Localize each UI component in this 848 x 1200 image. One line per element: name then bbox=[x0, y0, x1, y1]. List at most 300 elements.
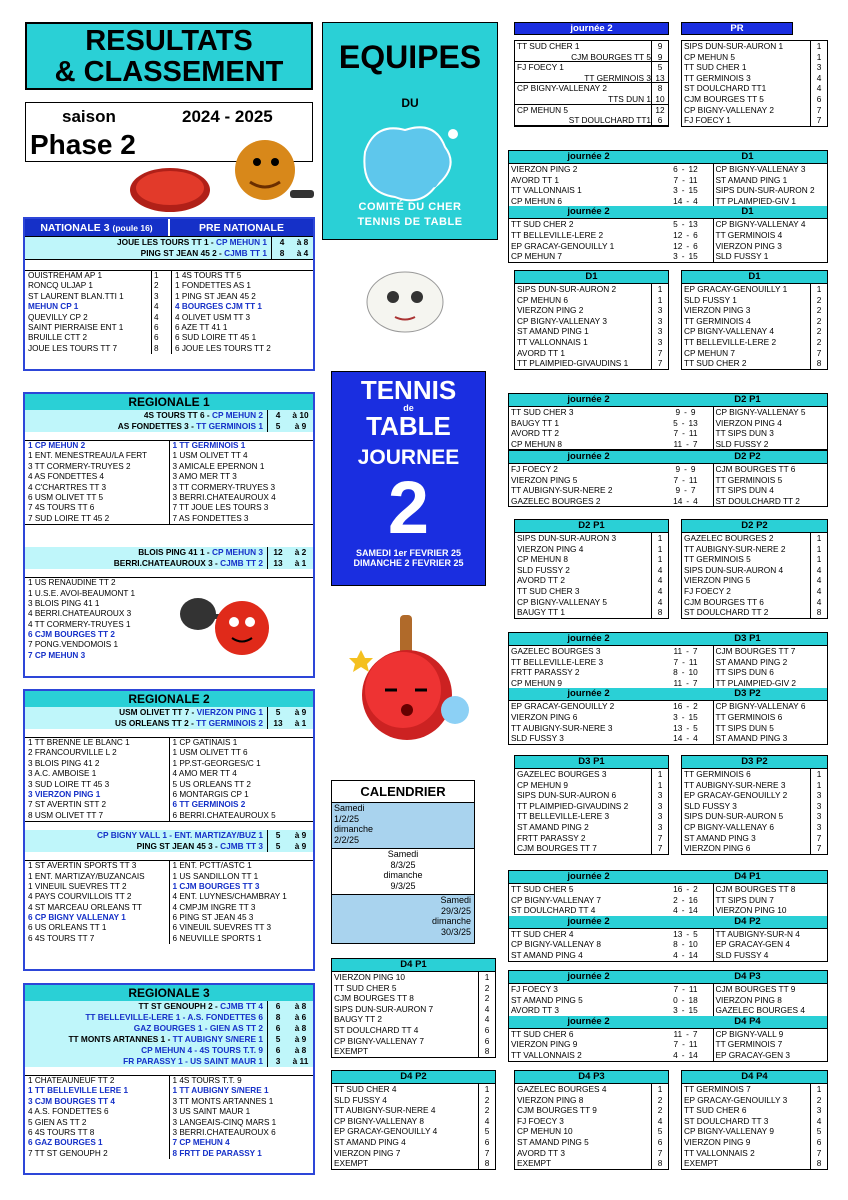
nationale3-header bbox=[25, 219, 170, 236]
score-home: 8 bbox=[673, 939, 678, 950]
home-team: USM OLIVET TT 7 - bbox=[119, 707, 197, 717]
cartoon-face-illustration bbox=[355, 262, 455, 342]
rank-value: 8 bbox=[810, 607, 827, 618]
home-team: TT SUD CHER 3 bbox=[511, 407, 574, 417]
standing-row bbox=[332, 1105, 495, 1116]
standing-row: 4 CMPJM INGRE TT 3 bbox=[172, 902, 256, 912]
score-home: 6 bbox=[673, 164, 678, 174]
standing-row bbox=[332, 1046, 495, 1057]
team-name: TT GERMINOIS 4 bbox=[684, 315, 751, 326]
match-score bbox=[658, 251, 712, 262]
standing-row: 3 AMO MER TT 3 bbox=[172, 472, 237, 482]
match-row bbox=[509, 950, 827, 961]
regionale2-poule-d bbox=[169, 861, 314, 944]
team-name: CJM BOURGES TT 6 bbox=[684, 596, 764, 607]
regionale2-poule-b bbox=[169, 738, 314, 821]
rank-value: 7 bbox=[810, 348, 827, 359]
score-away: 2 bbox=[693, 701, 698, 712]
d4-poule-3 bbox=[508, 970, 828, 1062]
team-name: SIPS DUN-SUR-AURON 4 bbox=[684, 564, 784, 575]
team-name: GAZELEC BOURGES 3 bbox=[517, 769, 607, 779]
score-sep: - bbox=[681, 667, 685, 678]
match-score bbox=[658, 185, 712, 196]
division-label: D4 P3 bbox=[734, 971, 761, 982]
score-home: 5 bbox=[267, 830, 288, 841]
standing-row bbox=[682, 801, 827, 812]
standing-row: 5 GIEN AS TT 2 bbox=[28, 1117, 87, 1127]
score-home: 7 bbox=[673, 656, 679, 667]
rank-value: 4 bbox=[651, 565, 668, 576]
standing-row bbox=[682, 41, 827, 52]
team-name: CP BIGNY-VALLENAY 6 bbox=[684, 821, 774, 832]
d4-header: D4 P4 bbox=[682, 1071, 827, 1084]
rank-value: 1 bbox=[651, 295, 668, 306]
score-sep: - bbox=[681, 417, 685, 428]
team-name: EXEMPT bbox=[334, 1046, 369, 1057]
score-sep: - bbox=[684, 407, 687, 417]
score-home: 4 bbox=[673, 949, 678, 960]
rank-value: 1 bbox=[810, 52, 827, 63]
logo-text1: COMITÉ DU CHER bbox=[358, 201, 462, 213]
score-away: 16 bbox=[688, 894, 698, 905]
standing-row: 6 PING ST JEAN 45 3 bbox=[172, 913, 254, 923]
d1-header bbox=[509, 206, 827, 219]
saison-years: 2024 - 2025 bbox=[182, 107, 273, 126]
calendar-day: dimanche bbox=[383, 870, 423, 880]
away-team: TT SIPS DUN 6 bbox=[713, 667, 828, 678]
rank-value: 3 bbox=[810, 62, 827, 73]
d2-header bbox=[509, 394, 827, 407]
score-sep: - bbox=[681, 219, 685, 230]
away-team: EP GRACAY-GEN 3 bbox=[713, 1050, 828, 1061]
nationale-matches bbox=[25, 237, 313, 260]
score-away: à 11 bbox=[292, 1056, 309, 1066]
rank-value: 8 bbox=[651, 1158, 668, 1169]
score-away: à 1 bbox=[294, 718, 307, 728]
standing-row bbox=[682, 1137, 827, 1148]
match-row bbox=[509, 496, 827, 507]
team-name: SIPS DUN-SUR-AURON 1 bbox=[684, 41, 784, 51]
d3-poule-1 bbox=[508, 632, 828, 745]
score-sep: - bbox=[682, 474, 685, 485]
score-home: 6 bbox=[267, 1045, 288, 1056]
journee-label: journée 2 bbox=[567, 915, 610, 927]
standing-row: 3 SUD LOIRE TT 45 3 bbox=[28, 779, 110, 789]
match-row bbox=[509, 895, 827, 906]
rank-value: 4 bbox=[478, 1014, 495, 1025]
score-away: à 8 bbox=[294, 1001, 307, 1011]
score-home: 7 bbox=[673, 1039, 679, 1050]
calendar-date: 2/2/25 bbox=[334, 834, 360, 845]
home-team: PING ST JEAN 45 2 - bbox=[140, 248, 225, 258]
team-name: SIPS DUN-SUR-AURON 6 bbox=[517, 790, 617, 801]
match-row bbox=[509, 657, 827, 668]
score-away: 7 bbox=[692, 438, 698, 449]
score-away: 15 bbox=[688, 711, 698, 722]
match-score bbox=[658, 196, 712, 207]
journee-number: 2 bbox=[387, 466, 430, 549]
away-team: CJMB TT 2 bbox=[220, 558, 263, 569]
standing-row bbox=[682, 1105, 827, 1116]
score-home: 16 bbox=[673, 884, 683, 894]
match-row bbox=[509, 475, 827, 486]
away-team: CJM BOURGES TT 7 bbox=[713, 646, 828, 657]
score-home: 12 bbox=[267, 547, 288, 558]
rank-value: 3 bbox=[651, 326, 668, 337]
match-row bbox=[509, 428, 827, 439]
team-name: CP BIGNY-VALLENAY 9 bbox=[684, 1126, 774, 1137]
team-name: VIERZON PING 3 bbox=[684, 305, 751, 316]
home-team: AS FONDETTES 3 - bbox=[117, 421, 197, 431]
rank-cell: 4 bbox=[154, 302, 159, 312]
rank-value: 7 bbox=[651, 843, 668, 854]
score-sep: - bbox=[682, 656, 685, 667]
match-score bbox=[658, 1039, 712, 1050]
cartoon-dizzy-ball-illustration bbox=[345, 610, 475, 755]
match-row bbox=[509, 646, 827, 657]
match-row bbox=[515, 62, 668, 73]
standing-row: 3 VIERZON PING 1 bbox=[28, 789, 101, 799]
match-row bbox=[509, 230, 827, 241]
home-team: TT AUBIGNY-SUR-NERE 2 bbox=[511, 485, 613, 496]
team-name: CP BIGNY-VALLENAY 8 bbox=[334, 1115, 424, 1126]
standing-row bbox=[682, 284, 827, 295]
division-label: D4 P2 bbox=[734, 915, 761, 927]
match-row bbox=[509, 1005, 827, 1016]
team-name: AVORD TT 2 bbox=[517, 575, 565, 586]
team-name: TT BELLEVILLE-LERE 2 bbox=[684, 336, 777, 347]
standing-row: 6 CJM BOURGES TT 2 bbox=[28, 630, 115, 640]
score-sep: - bbox=[686, 701, 690, 712]
standing-row bbox=[332, 1137, 495, 1148]
home-team: TT ST GENOUPH 2 - bbox=[138, 1001, 221, 1011]
standing-row bbox=[515, 833, 668, 844]
rank-cell: 1 bbox=[154, 271, 159, 280]
rank-value: 2 bbox=[810, 337, 827, 348]
home-team: BLOIS PING 41 1 - bbox=[138, 547, 212, 558]
rank-value: 1 bbox=[810, 769, 827, 780]
d4-poule-1 bbox=[508, 870, 828, 962]
score-sep: - bbox=[681, 1005, 685, 1016]
standing-row: 6 US ORLEANS TT 1 bbox=[28, 923, 107, 933]
standing-row: 6 NEUVILLE SPORTS 1 bbox=[172, 933, 262, 943]
match-row bbox=[509, 439, 827, 450]
rank-cell: 6 bbox=[154, 333, 159, 343]
standing-row bbox=[332, 1116, 495, 1127]
match-score bbox=[658, 418, 712, 429]
score-away: 10 bbox=[688, 939, 698, 950]
standing-row bbox=[682, 1126, 827, 1137]
team-name: VIERZON PING 4 bbox=[517, 543, 584, 554]
score-sep: - bbox=[681, 905, 685, 916]
score-away: 4 bbox=[693, 195, 698, 206]
match-row bbox=[509, 164, 827, 175]
rank-value: 1 bbox=[810, 544, 827, 555]
standing-row: 3 BLOIS PING 41 1 bbox=[28, 598, 100, 608]
away-team: SLD FUSSY 2 bbox=[713, 439, 828, 450]
score-away: 5 bbox=[693, 928, 698, 939]
standing-row bbox=[515, 1095, 668, 1106]
score-away: 11 bbox=[688, 428, 698, 439]
division-label: D3 P2 bbox=[734, 688, 761, 700]
away-team: SIPS DUN-SUR-AURON 2 bbox=[713, 185, 828, 196]
standing-row bbox=[682, 822, 827, 833]
score-home: 3 bbox=[673, 1005, 678, 1016]
standing-row: 7 TT ST GENOUPH 2 bbox=[28, 1148, 108, 1158]
home-team: ST DOULCHARD TT 4 bbox=[511, 905, 596, 916]
score: 12 bbox=[651, 105, 668, 116]
standing-row: 1 US SANDILLON TT 1 bbox=[172, 871, 259, 881]
standing-row bbox=[682, 358, 827, 369]
regionale2-standings bbox=[25, 737, 313, 822]
away-team: VIERZON PING 3 bbox=[713, 241, 828, 252]
score-sep: - bbox=[686, 884, 690, 894]
score-sep: - bbox=[681, 994, 685, 1005]
match-row bbox=[509, 995, 827, 1006]
rank-value: 6 bbox=[651, 1137, 668, 1148]
score-sep: - bbox=[686, 240, 690, 251]
rank-value: 1 bbox=[478, 1084, 495, 1095]
rank-value: 8 bbox=[810, 1158, 827, 1169]
standing-row bbox=[682, 316, 827, 327]
regionale3-box bbox=[23, 983, 315, 1175]
standing-row bbox=[515, 811, 668, 822]
pr-standings bbox=[681, 40, 828, 127]
standing-row: 3 TT CORMERY-TRUYES 3 bbox=[172, 482, 276, 492]
away-team: VIERZON PING 1 bbox=[196, 707, 263, 717]
rank-cell: 4 bbox=[154, 312, 159, 322]
team-name: TT GERMINOIS 6 bbox=[684, 769, 751, 779]
standing-row bbox=[332, 972, 495, 983]
rank-value: 4 bbox=[810, 597, 827, 608]
rank-value: 3 bbox=[651, 305, 668, 316]
home-team: ST AMAND PING 4 bbox=[511, 949, 583, 960]
rank-value: 1 bbox=[651, 533, 668, 544]
standing-row: QUEVILLY CP 2 bbox=[28, 312, 88, 322]
phase-title: Phase 2 bbox=[30, 129, 136, 160]
match-teams bbox=[25, 830, 267, 841]
standing-row bbox=[682, 597, 827, 608]
d4-header bbox=[509, 1016, 827, 1029]
score-away: 11 bbox=[688, 984, 698, 994]
home-team: PING ST JEAN 45 3 - bbox=[136, 841, 221, 852]
home-team: TT SUD CHER 6 bbox=[511, 1028, 574, 1039]
standing-row bbox=[515, 790, 668, 801]
score-home: 4 bbox=[673, 905, 678, 916]
match-score bbox=[658, 164, 712, 175]
standing-row: 3 AMICALE EPERNON 1 bbox=[172, 461, 265, 471]
standing-row: 6 AZE TT 41 1 bbox=[175, 322, 228, 332]
team-name: CJM BOURGES TT 5 bbox=[684, 93, 764, 104]
away-team: TT SIPS DUN 5 bbox=[713, 723, 828, 734]
score-home: 11 bbox=[673, 646, 683, 656]
rank-value: 3 bbox=[651, 337, 668, 348]
calendar-day: Samedi bbox=[440, 895, 471, 905]
rank-value: 4 bbox=[810, 586, 827, 597]
team-name: TT SUD CHER 6 bbox=[684, 1105, 747, 1116]
standing-row: 1 USM OLIVET TT 6 bbox=[172, 748, 248, 758]
standing-row bbox=[682, 554, 827, 565]
division-label: D2 P1 bbox=[734, 394, 761, 405]
standing-row: 7 PONG.VENDOMOIS 1 bbox=[28, 640, 119, 650]
standing-row: RONCQ ULJAP 1 bbox=[28, 281, 93, 291]
prenationale-standings bbox=[171, 271, 313, 354]
score: 10 bbox=[651, 94, 668, 104]
score-home: 9 bbox=[675, 464, 681, 474]
score-sep: - bbox=[684, 464, 687, 474]
calendar-date: 29/3/25 bbox=[440, 905, 471, 916]
match-score bbox=[658, 439, 712, 450]
rank-value: 1 bbox=[651, 1084, 668, 1095]
standing-row bbox=[515, 284, 668, 295]
match-score bbox=[658, 905, 712, 916]
team-name: SLD FUSSY 1 bbox=[684, 294, 737, 305]
score-away: 7 bbox=[692, 1028, 698, 1039]
score-sep: - bbox=[686, 928, 690, 939]
home-team: FR PARASSY 1 - bbox=[123, 1056, 191, 1066]
rank-value: 2 bbox=[651, 1095, 668, 1106]
standing-row bbox=[682, 769, 827, 780]
score-home: 13 bbox=[673, 722, 683, 733]
rank-value: 3 bbox=[651, 811, 668, 822]
standing-row bbox=[682, 295, 827, 306]
title-line2: & CLASSEMENT bbox=[54, 56, 284, 88]
score-home: 0 bbox=[673, 994, 678, 1005]
score-home: 14 bbox=[673, 495, 683, 506]
match-score bbox=[658, 950, 712, 961]
away-team: SLD FUSSY 4 bbox=[713, 950, 828, 961]
standing-row: 1 US RENAUDINE TT 2 bbox=[28, 578, 116, 588]
standing-row: OUISTREHAM AP 1 bbox=[28, 271, 103, 280]
saison-label: saison bbox=[62, 107, 116, 126]
home-team: TT AUBIGNY-SUR-NERE 3 bbox=[511, 722, 613, 733]
rank-value: 7 bbox=[810, 1148, 827, 1159]
score-home: 7 bbox=[673, 428, 679, 439]
rank-value: 3 bbox=[810, 801, 827, 812]
regionale2-box bbox=[23, 689, 315, 971]
standing-row: 4 AMO MER TT 4 bbox=[172, 769, 237, 779]
score: 5 bbox=[651, 62, 668, 73]
team-name: ST AMAND PING 2 bbox=[517, 821, 589, 832]
score-home: 6 bbox=[267, 1001, 288, 1012]
d3-header: D3 P1 bbox=[515, 756, 668, 769]
standing-row bbox=[515, 607, 668, 618]
score-away: à 8 bbox=[294, 1045, 307, 1055]
match-score bbox=[658, 723, 712, 734]
d4-header: D4 P2 bbox=[332, 1071, 495, 1084]
rank-value: 3 bbox=[810, 790, 827, 801]
standing-row: 1 PP.ST-GEORGES/C 1 bbox=[172, 758, 261, 768]
rank-value: 4 bbox=[810, 565, 827, 576]
standing-row bbox=[682, 73, 827, 84]
score-away: 2 bbox=[693, 884, 698, 894]
team-name: TT PLAIMPIED-GIVAUDINS 2 bbox=[517, 800, 629, 811]
team-name: ST DOULCHARD TT1 bbox=[568, 115, 651, 125]
regionale2-title: REGIONALE 2 bbox=[25, 691, 313, 707]
team-name: FJ FOECY 1 bbox=[517, 62, 564, 73]
regionale2-poule-c bbox=[25, 861, 169, 944]
score-away: 13 bbox=[688, 219, 698, 230]
rank-value: 2 bbox=[810, 305, 827, 316]
match-row bbox=[509, 485, 827, 496]
score-away: 14 bbox=[688, 949, 698, 960]
score-sep: - bbox=[686, 438, 689, 449]
regionale3-standings bbox=[25, 1075, 313, 1159]
match-score bbox=[658, 1050, 712, 1061]
standing-row bbox=[515, 326, 668, 337]
score-sep: - bbox=[682, 984, 685, 994]
away-team: CJM BOURGES TT 9 bbox=[713, 984, 828, 995]
home-team: SLD FUSSY 3 bbox=[511, 733, 564, 744]
team-name: CP MEHUN 5 bbox=[517, 104, 569, 115]
team-name: CP MEHUN 9 bbox=[517, 779, 569, 790]
away-team: CP MEHUN 3 bbox=[211, 547, 263, 558]
standing-row: 3 BERRI.CHATEAUROUX 6 bbox=[172, 1127, 276, 1137]
pr-matches bbox=[514, 40, 669, 127]
away-team: ST DOULCHARD TT 2 bbox=[713, 496, 828, 507]
match-row bbox=[25, 1023, 313, 1034]
score-home: 9 bbox=[675, 485, 681, 496]
d3-standings-1 bbox=[514, 755, 669, 855]
standing-row bbox=[515, 533, 668, 544]
team-name: EXEMPT bbox=[517, 1158, 552, 1169]
match-row bbox=[25, 248, 313, 259]
calendar-date: 1/2/25 bbox=[334, 813, 360, 824]
team-name: VIERZON PING 7 bbox=[334, 1147, 401, 1158]
team-name: TT BELLEVILLE-LERE 3 bbox=[517, 811, 610, 822]
score-sep: - bbox=[681, 939, 685, 950]
standing-row: 1 VINEUIL SUEVRES TT 2 bbox=[28, 881, 127, 891]
score-sep: - bbox=[681, 894, 685, 905]
team-name: SIPS DUN-SUR-AURON 7 bbox=[334, 1003, 434, 1014]
home-team: TT BELLEVILLE-LERE 3 bbox=[511, 656, 604, 667]
standing-row bbox=[682, 833, 827, 844]
match-row bbox=[25, 718, 313, 729]
standing-row: 7 4S TOURS TT 6 bbox=[28, 503, 95, 513]
team-name: TT AUBIGNY-SUR-NERE 3 bbox=[684, 779, 786, 790]
nationale3-poule: (poule 16) bbox=[112, 223, 153, 233]
regionale2-poule-a bbox=[25, 738, 169, 821]
equipes-title: EQUIPES bbox=[338, 39, 482, 75]
standing-row bbox=[515, 305, 668, 316]
standing-row bbox=[515, 1158, 668, 1169]
rank-value: 1 bbox=[651, 544, 668, 555]
regionale1-poule-c bbox=[25, 578, 170, 661]
home-team: VIERZON PING 6 bbox=[511, 711, 578, 722]
d1-poule-a bbox=[508, 150, 828, 263]
score-away: à 6 bbox=[294, 1012, 307, 1022]
home-team: CP MEHUN 4 - bbox=[141, 1045, 200, 1055]
regionale3-poule-b bbox=[169, 1076, 314, 1159]
rank-value: 7 bbox=[651, 358, 668, 369]
score-home: 5 bbox=[267, 1034, 288, 1045]
match-teams bbox=[25, 421, 267, 432]
rank-value: 8 bbox=[478, 1158, 495, 1169]
score-home: 16 bbox=[673, 701, 683, 712]
d4-standings-1 bbox=[331, 958, 496, 1058]
team-name: CP MEHUN 7 bbox=[684, 347, 736, 358]
score-away: 15 bbox=[688, 251, 698, 262]
team-name: SIPS DUN-SUR-AURON 3 bbox=[517, 533, 617, 543]
match-score bbox=[658, 733, 712, 744]
team-name: CJM BOURGES TT 5 bbox=[571, 51, 651, 62]
home-team: GAZ BOURGES 1 - bbox=[133, 1023, 210, 1033]
score-home: 3 bbox=[673, 185, 678, 196]
rank-value: 1 bbox=[810, 533, 827, 544]
team-name: VIERZON PING 10 bbox=[334, 972, 406, 982]
match-row bbox=[509, 929, 827, 940]
standing-row: 4 AS FONDETTES 4 bbox=[28, 472, 104, 482]
